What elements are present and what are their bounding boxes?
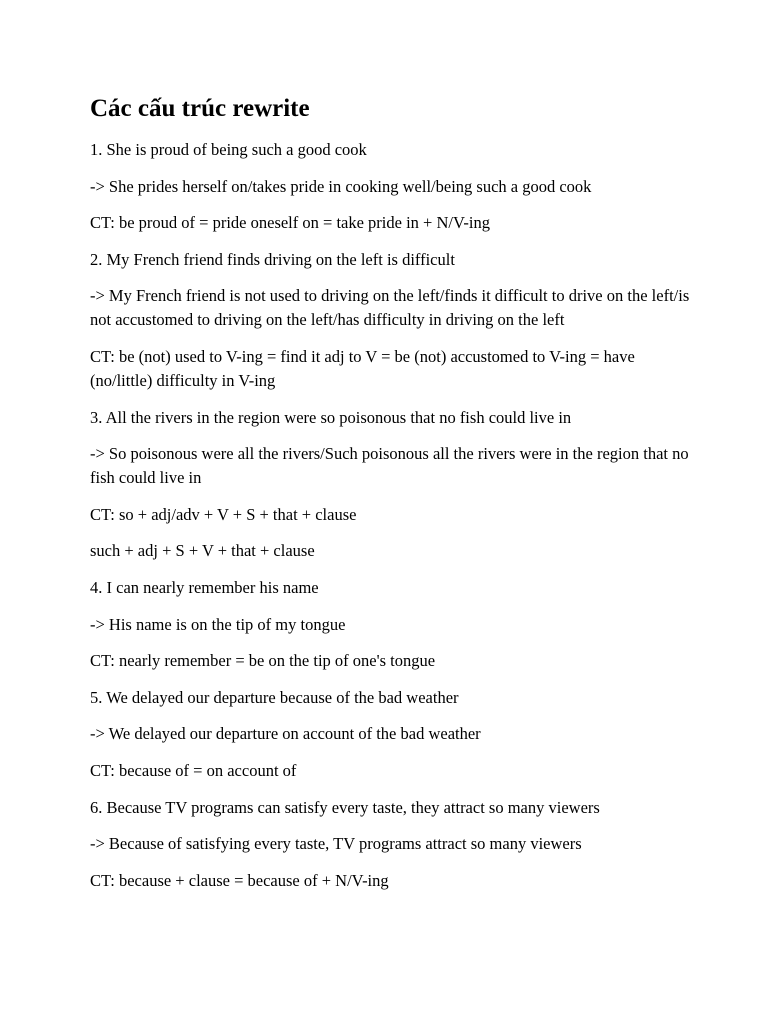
paragraph-rewrite-5: -> We delayed our departure on account of the bad weather (90, 724, 481, 744)
paragraph-structure-2: CT: be (not) used to V-ing = find it adj to V = be (not) accustomed to V-ing = have (no/little) difficulty in V-ing (90, 346, 635, 390)
paragraph-rewrite-3: -> So poisonous were all the rivers/Such poisonous all the rivers were in the region that no fish could live in (90, 444, 689, 488)
paragraph-example-6: 6. Because TV programs can satisfy every taste, they attract so many viewers (90, 797, 600, 817)
paragraph-rewrite-2: -> My French friend is not used to driving on the left/finds it difficult to drive on the left/is not accustomed to driving on the left/has difficulty in driving on the left (90, 286, 690, 330)
paragraph-example-5: 5. We delayed our departure because of the bad weather (90, 687, 459, 707)
document-title: Các cấu trúc rewrite (90, 95, 310, 122)
paragraph-structure-5: CT: because of = on account of (90, 760, 297, 780)
paragraph-structure-3b: such + adj + S + V + that + clause (90, 541, 315, 561)
paragraph-structure-4: CT: nearly remember = be on the tip of one's tongue (90, 651, 436, 671)
paragraph-rewrite-4: -> His name is on the tip of my tongue (90, 614, 346, 634)
document-page (90, 93, 690, 905)
paragraph-example-3: 3. All the rivers in the region were so poisonous that no fish could live in (90, 407, 572, 427)
paragraph-structure-1: CT: be proud of = pride oneself on = take pride in + N/V-ing (90, 213, 490, 233)
paragraph-structure-3a: CT: so + adj/adv + V + S + that + clause (90, 504, 357, 524)
paragraph-example-1: 1. She is proud of being such a good cook (90, 140, 367, 159)
paragraph-rewrite-1: -> She prides herself on/takes pride in cooking well/being such a good cook (90, 176, 592, 196)
paragraph-example-4: 4. I can nearly remember his name (90, 577, 319, 597)
paragraph-structure-6: CT: because + clause = because of + N/V-ing (90, 870, 389, 890)
paragraph-example-2: 2. My French friend finds driving on the left is difficult (90, 249, 455, 269)
paragraph-rewrite-6: -> Because of satisfying every taste, TV programs attract so many viewers (90, 834, 582, 854)
